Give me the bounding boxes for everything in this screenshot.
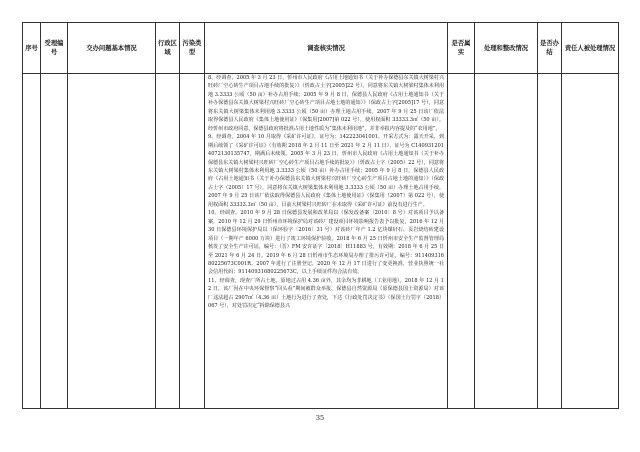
header-administrative-region: 行政区域 [156, 23, 180, 74]
table-header-row [23, 23, 619, 74]
cell-is-verified [448, 74, 475, 409]
header-is-closed: 是否办结 [538, 23, 562, 74]
header-is-verified: 是否属实 [448, 23, 475, 74]
finding-paragraph-8: 8、经调查，2005 年 3 月 23 日，忻州市人民政府《占用土地通知书（关于补办保德县东关镇大树梁村兴旺砖厂空心砖生产项目占地手续的批复）》（忻政占土字[2005]22 号），同意将东关镇大树梁村集体未利用地 3.3333 公顷（50 亩）补办占用手续；2005 年 9 月 8 日，保德县人民政府《占用土地通知书（关于补办保德县东关镇大树梁村兴旺砖厂空心砖生产项目占地土地的通知）》（保政占土字[2005]17 号），同意将东关镇大树梁集体未利用地 3.3333 公顷（50 亩）办理土地占用手续。2007 年 9 月 25 日该厂依法取得保德县人民政府《集体土地使用证》（保集用[2007]第 022 号），使用权面积 33333.3㎡（50 亩）。经忻州市政府同意，保德县政府将批准占用土地性质为“集体未利用地”，并非举报内容提及的“农用地”。 [208, 75, 444, 132]
header-issue-summary: 交办问题基本情况 [68, 23, 156, 74]
cell-responsible-person-handling [562, 74, 619, 409]
cell-administrative-region [156, 74, 180, 409]
header-handling-rectification: 处理和整改情况 [475, 23, 538, 74]
finding-paragraph-11: 11、经调查，现查厂所占土地，原地过占用 4.36 亩外，其余均为非耕地（工业用地）。2018 年 12 月 12 日，该厂因在中央环保督察“回头看”期间被群众举报，保德县自然资源局（原保德县国土资源局）对该厂违法超占 2907㎡（4.36 亩）土地行为进行了查处，下达《行政处罚决定书》（保国土行罚字（2018）067 号），对处罚决定“拆除保德县兴 [208, 277, 444, 310]
complaint-table [22, 22, 619, 409]
header-acceptance-number: 受理编号 [41, 23, 68, 74]
document-page [22, 22, 618, 409]
header-serial-number: 序号 [23, 23, 41, 74]
finding-paragraph-10: 10、经调查，2010 年 9 月 28 日保德县发展和改革局以（保发改备案〔2010〕8 号）对该项目予以备案，2010 年 12 月 29 日忻州市环境保护局对该砖厂建设项目环境影响报告表予以批复，2016 年 12 月 30 日保德县环境保护局以（保环验字〔2016〕31 号）对该砖厂年产 1.2 亿块煤矸石、页岩烧结砖建设项目（一期年产 6000 万块）进行了竣工环境保护验收。2018 年 6 月 25 日忻州市安全生产监督管理局核发了安全生产许可证，编号：（晋）FM 安许证字〔2018〕H11883 号，有效期：2018 年 6 月 25 日至 2021 年 6 月 24 日。2019 年 6 月 28 日忻州市生态环境局办理了排污许可证，编号：91140931680225673C001R。2007 年进行了注册登记，2020 年 12 月 17 日进行了变更换准，营业执照统一社会信用代码：91140931680225673C，以上手续证件均合法有效。 [208, 210, 444, 276]
cell-is-closed [538, 74, 562, 409]
cell-investigation-findings [205, 74, 448, 409]
cell-serial-number [23, 74, 41, 409]
header-investigation-findings: 调查核实情况 [205, 23, 448, 74]
header-responsible-person-handling: 责任人被处理情况 [562, 23, 619, 74]
cell-issue-summary [68, 74, 156, 409]
table-row [23, 74, 619, 409]
cell-handling-rectification [475, 74, 538, 409]
cell-acceptance-number [41, 74, 68, 409]
finding-paragraph-9: 9、经调查，2004 年 10 月取得《采矿许可证》，证号为：142223041001，开采方式为：露天开采，到期后续领了《采矿许可证》（有效期 2018 年 2 月 11 日至 2021 年 2 月 11 日），证号为 C1409312014072130135747，期满后未续领。2005 年 3 月 23 日，忻州市人民政府《占用土地通知书（关于补办保德县东关镇大树梁村兴旺砖厂空心砖生产项目占地手续的批复）》（忻政占土字（2005）22 号），同意将东关镇大树梁村集体未利用地 3.3333 公顷（50 亩）补办占用手续；2005 年 9 月 8 日，保德县人民政府《占用土地通知书（关于补办保德县东关镇大树梁村兴旺砖厂空心砖生产项目占地土地的通知）》（保政占土字（2005）17 号），同意将东关镇大树梁集体未利用地 3.3333 公顷（50 亩）办理土地占用手续。2007 年 9 月 25 日该厂依法取得保德县人民政府《集体土地使用证》（保集用（2007）第 022 号），使用权面积 33333.3㎡（50 亩），目前大树梁村兴旺砖厂在未取得《采矿许可证》前没有进行生产。 [208, 134, 444, 208]
page-number: 35 [315, 414, 325, 422]
cell-pollution-type [180, 74, 205, 409]
header-pollution-type: 污染类型 [180, 23, 205, 74]
